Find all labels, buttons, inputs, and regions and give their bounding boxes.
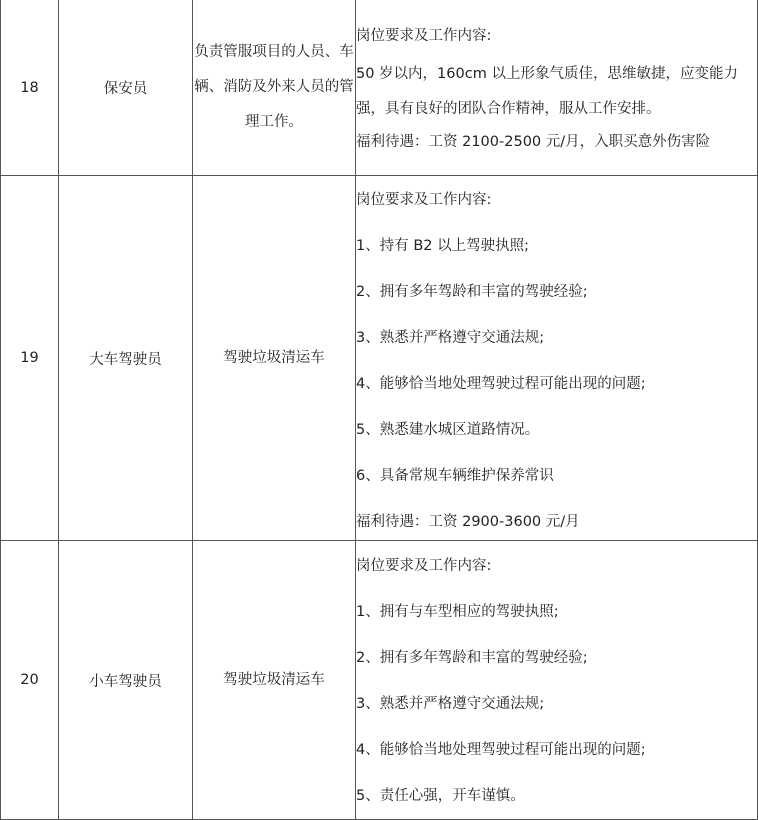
requirement-item: 2、拥有多年驾龄和丰富的驾驶经验; [356, 650, 588, 666]
requirement-item: 5、责任心强，开车谨慎。 [356, 788, 525, 804]
row-index: 20 [1, 541, 59, 820]
requirement-text: 50 岁以内，160cm 以上形象气质佳，思维敏捷，应变能力强，具有良好的团队合作精神，服从工作安排。 [356, 66, 738, 117]
requirements-cell [356, 541, 758, 820]
duty-description: 驾驶垃圾清运车 [193, 541, 356, 820]
position-title: 保安员 [59, 0, 193, 176]
position-title: 小车驾驶员 [59, 541, 193, 820]
requirements-title: 岗位要求及工作内容: [356, 558, 492, 574]
requirement-item: 3、熟悉并严格遵守交通法规; [356, 696, 545, 712]
table-row [1, 176, 758, 541]
requirements-cell [356, 0, 758, 176]
requirement-item: 4、能够恰当地处理驾驶过程可能出现的问题; [356, 742, 646, 758]
table-row [1, 0, 758, 176]
requirement-item: 1、持有 B2 以上驾驶执照; [356, 238, 530, 254]
table-row [1, 541, 758, 820]
duty-description: 负责管服项目的人员、车辆、消防及外来人员的管理工作。 [193, 0, 356, 176]
requirements-title: 岗位要求及工作内容: [356, 28, 492, 44]
row-index: 19 [1, 176, 59, 541]
requirement-item: 1、拥有与车型相应的驾驶执照; [356, 604, 559, 620]
requirement-item: 5、熟悉建水城区道路情况。 [356, 422, 540, 438]
requirement-item: 2、拥有多年驾龄和丰富的驾驶经验; [356, 284, 588, 300]
welfare-text: 福利待遇：工资 2100-2500 元/月，入职买意外伤害险 [356, 134, 711, 150]
welfare-text: 福利待遇：工资 2900-3600 元/月 [356, 514, 580, 530]
requirements-cell [356, 176, 758, 541]
requirement-item: 6、具备常规车辆维护保养常识 [356, 468, 554, 484]
requirement-item: 4、能够恰当地处理驾驶过程可能出现的问题; [356, 376, 646, 392]
duty-description: 驾驶垃圾清运车 [193, 176, 356, 541]
requirement-item: 3、熟悉并严格遵守交通法规; [356, 330, 545, 346]
requirements-title: 岗位要求及工作内容: [356, 192, 492, 208]
row-index: 18 [1, 0, 59, 176]
position-title: 大车驾驶员 [59, 176, 193, 541]
